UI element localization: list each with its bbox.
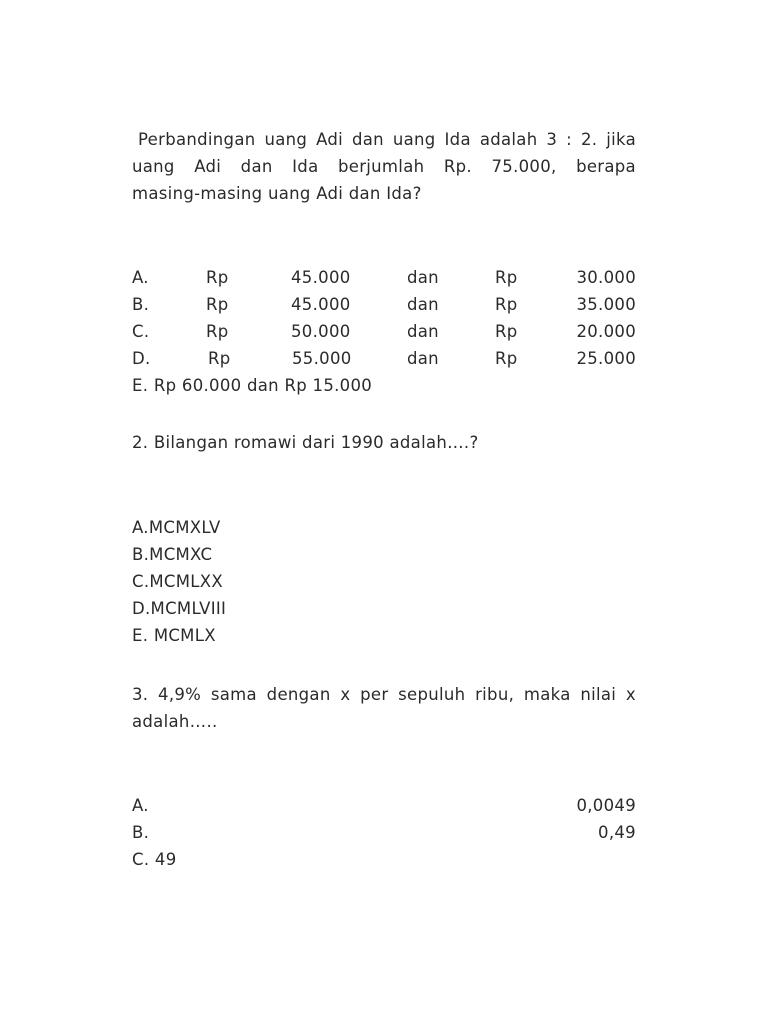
amount: 35.000 [576, 295, 636, 314]
option-letter: D. [132, 349, 151, 368]
amount: 20.000 [576, 322, 636, 341]
word: uang [264, 130, 308, 149]
question-1 [132, 126, 636, 207]
word: uang [132, 157, 175, 176]
currency: Rp [495, 322, 518, 341]
word: uang [392, 130, 436, 149]
option-c [132, 318, 636, 345]
word: sepuluh [398, 685, 466, 704]
amount: 30.000 [576, 268, 636, 287]
option-letter: B. [132, 295, 150, 314]
question-1-line-2 [132, 153, 636, 180]
word: 3. [132, 685, 149, 704]
word: 2. [580, 130, 598, 149]
option-c: C.MCMLXX [132, 572, 223, 591]
option-b [132, 291, 636, 318]
word: Adi [316, 130, 344, 149]
currency: Rp [495, 268, 518, 287]
word: berjumlah [337, 157, 425, 176]
question-2-options [132, 514, 636, 649]
word: jika [606, 130, 636, 149]
word: dan [240, 157, 273, 176]
amount: 55.000 [292, 349, 352, 368]
option-letter: A. [132, 268, 149, 287]
question-1-line-1 [132, 126, 636, 153]
question-1-line-3: masing-masing uang Adi dan Ida? [132, 184, 422, 203]
conjunction: dan [407, 268, 439, 287]
word: x [340, 685, 351, 704]
option-a: A.MCMXLV [132, 518, 221, 537]
option-d: D.MCMLVIII [132, 599, 227, 618]
document-page [132, 126, 636, 873]
currency: Rp [495, 349, 518, 368]
question-3 [132, 681, 636, 735]
word: x [625, 685, 636, 704]
word: 4,9% [158, 685, 202, 704]
word: maka [523, 685, 571, 704]
conjunction: dan [407, 349, 439, 368]
option-b [132, 819, 636, 846]
word: : [566, 130, 573, 149]
amount: 45.000 [291, 295, 351, 314]
word: 3 [546, 130, 558, 149]
option-a [132, 264, 636, 291]
option-d [132, 345, 636, 372]
conjunction: dan [407, 322, 439, 341]
currency: Rp [206, 295, 229, 314]
word: Ida [292, 157, 319, 176]
word: 75.000, [491, 157, 557, 176]
word: Adi [194, 157, 222, 176]
amount: 25.000 [576, 349, 636, 368]
question-3-options [132, 792, 636, 873]
word: sama [210, 685, 257, 704]
question-3-line-2: adalah….. [132, 712, 218, 731]
currency: Rp [206, 268, 229, 287]
amount: 50.000 [291, 322, 351, 341]
currency: Rp [208, 349, 231, 368]
word: adalah [479, 130, 538, 149]
option-letter: A. [132, 796, 149, 815]
option-c: C. 49 [132, 850, 177, 869]
option-letter: C. [132, 322, 150, 341]
word: dan [351, 130, 384, 149]
option-a [132, 792, 636, 819]
amount: 45.000 [291, 268, 351, 287]
question-3-line-1 [132, 681, 636, 708]
currency: Rp [206, 322, 229, 341]
conjunction: dan [407, 295, 439, 314]
word: dengan [266, 685, 331, 704]
option-letter: B. [132, 823, 150, 842]
option-e: E. Rp 60.000 dan Rp 15.000 [132, 376, 373, 395]
word: nilai [580, 685, 617, 704]
question-1-options [132, 264, 636, 399]
option-value: 0,0049 [576, 796, 636, 815]
currency: Rp [495, 295, 518, 314]
option-value: 0,49 [598, 823, 636, 842]
word: Perbandingan [138, 130, 256, 149]
word: ribu, [475, 685, 515, 704]
question-2: 2. Bilangan romawi dari 1990 adalah….? [132, 433, 479, 452]
option-b: B.MCMXC [132, 545, 213, 564]
word: Ida [444, 130, 471, 149]
option-e: E. MCMLX [132, 626, 216, 645]
word: berapa [576, 157, 636, 176]
word: per [360, 685, 389, 704]
word: Rp. [443, 157, 472, 176]
